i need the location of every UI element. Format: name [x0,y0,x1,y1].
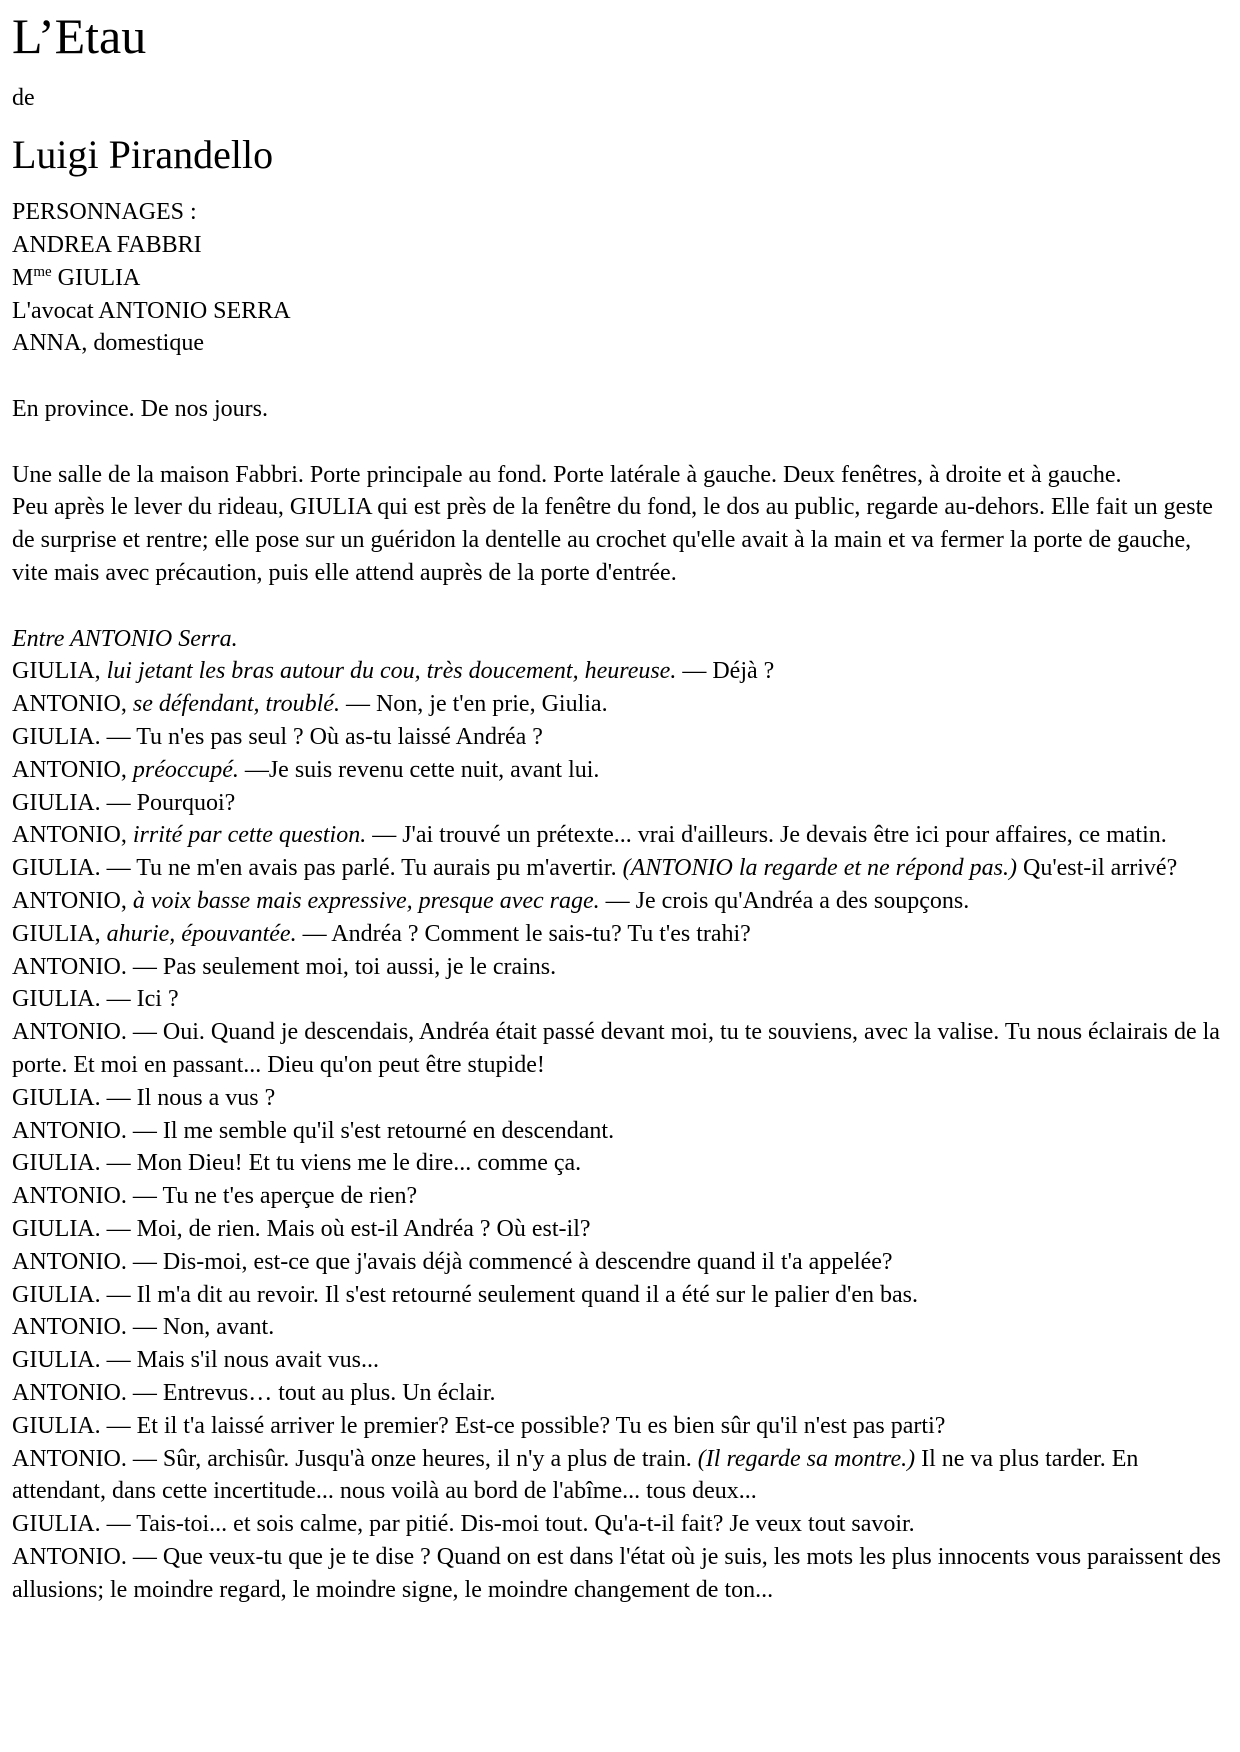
spoken-text: — Ici ? [100,986,179,1013]
spoken-text: — Il nous a vus ? [100,1084,276,1111]
character-anna: ANNA, domestique [12,330,204,357]
dialogue-line [12,754,1228,787]
speaker-name: GIULIA. [12,1084,101,1111]
spoken-text: — Sûr, archisûr. Jusqu'à onze heures, il n'y a plus de train. [126,1445,698,1472]
speaker-name: GIULIA. [12,1412,101,1439]
stage-direction: à voix basse mais expressive, presque avec rage. [132,888,600,915]
dialogue-line [12,1082,1228,1115]
author-name: Luigi Pirandello [12,132,274,178]
speaker-name: GIULIA. [12,986,101,1013]
speaker-name: GIULIA. [12,855,101,882]
character-giulia-superscript: me [33,263,52,280]
stage-direction: lui jetant les bras autour du cou, très doucement, heureuse. [106,658,677,685]
spoken-text: — Et il t'a laissé arriver le premier? Est-ce possible? Tu es bien sûr qu'il n'est pas parti? [100,1412,946,1439]
speaker-name: ANTONIO. [12,1445,127,1472]
dialogue-line [12,655,1228,688]
dialogue-line [12,1410,1228,1443]
dialogue-line [12,721,1228,754]
dialogue-line [12,852,1228,885]
stage-direction: se défendant, troublé. [132,691,340,718]
speaker-name: ANTONIO. [12,1248,127,1275]
spoken-text: — Entrevus… tout au plus. Un éclair. [126,1379,496,1406]
character-antonio: L'avocat ANTONIO SERRA [12,297,291,324]
spoken-text: — Non, je t'en prie, Giulia. [339,691,608,718]
speaker-name: ANTONIO, [12,822,133,849]
dialogue-line [12,1541,1228,1607]
character-andrea: ANDREA FABBRI [12,232,202,259]
spoken-text: — Que veux-tu que je te dise ? Quand on est dans l'état où je suis, les mots les plus innocents vous paraissent des allusions; le moindre regard, le moindre signe, le moindre changement de ton... [12,1543,1222,1603]
spoken-text: —Je suis revenu cette nuit, avant lui. [238,756,600,783]
speaker-name: ANTONIO. [12,1379,127,1406]
character-giulia-name: GIULIA [51,264,141,291]
dialogue-line [12,1246,1228,1279]
dialogue-list [12,655,1228,1606]
setting-line: En province. De nos jours. [12,396,268,423]
character-giulia-prefix: M [12,264,34,291]
spoken-text: — Il me semble qu'il s'est retourné en descendant. [126,1117,615,1144]
speaker-name: GIULIA. [12,1281,101,1308]
speaker-name: ANTONIO. [12,1019,127,1046]
spoken-text: — Pourquoi? [100,789,236,816]
speaker-name: GIULIA. [12,724,101,751]
speaker-name: ANTONIO. [12,1117,127,1144]
speaker-name: ANTONIO. [12,1543,127,1570]
dialogue-line [12,1213,1228,1246]
dialogue-line [12,1279,1228,1312]
dialogue-line [12,819,1228,852]
spoken-text: — Pas seulement moi, toi aussi, je le crains. [126,953,557,980]
spoken-text: — Oui. Quand je descendais, Andréa était passé devant moi, tu te souviens, avec la valise. Tu nous éclairais de la porte. Et moi en passant... Dieu qu'on peut être stupide! [12,1019,1220,1079]
spoken-text: — Mon Dieu! Et tu viens me le dire... comme ça. [100,1150,582,1177]
spoken-text: — Moi, de rien. Mais où est-il Andréa ? Où est-il? [100,1216,591,1242]
speaker-name: GIULIA, [12,658,107,685]
byline-de: de [12,84,35,111]
stage-direction: préoccupé. [132,756,239,783]
spacer [12,590,1228,623]
dialogue-line [12,787,1228,820]
character-giulia [12,262,1228,295]
spoken-text: — Mais s'il nous avait vus... [100,1347,379,1374]
stage-direction-set: Une salle de la maison Fabbri. Porte principale au fond. Porte latérale à gauche. Deux fenêtres, à droite et à gauche. [12,461,1122,488]
speaker-name: ANTONIO, [12,691,133,718]
dialogue-line [12,1311,1228,1344]
play-title: L’Etau [12,8,147,64]
spoken-text: — Andréa ? Comment le sais-tu? Tu t'es trahi? [296,920,751,947]
spoken-text: — Tu ne t'es aperçue de rien? [126,1183,418,1210]
speaker-name: GIULIA. [12,789,101,816]
spoken-text: — Je crois qu'Andréa a des soupçons. [599,888,970,915]
dialogue-line [12,688,1228,721]
spoken-text: Qu'est-il arrivé? [1016,855,1178,882]
speaker-name: GIULIA. [12,1511,101,1538]
speaker-name: ANTONIO. [12,1314,127,1341]
spacer [12,426,1228,459]
dialogue-line [12,1344,1228,1377]
dialogue-line [12,1508,1228,1541]
spoken-text: — Non, avant. [126,1314,275,1341]
spoken-text: — Il m'a dit au revoir. Il s'est retourné seulement quand il a été sur le palier d'en bas. [100,1281,919,1308]
stage-direction: ahurie, épouvantée. [106,920,297,947]
dialogue-line [12,951,1228,984]
speaker-name: ANTONIO, [12,756,133,783]
stage-direction: (ANTONIO la regarde et ne répond pas.) [622,855,1017,882]
spoken-text: — Déjà ? [676,658,775,685]
dialogue-line [12,1115,1228,1148]
speaker-name: GIULIA. [12,1216,101,1242]
dialogue-line [12,1443,1228,1509]
speaker-name: GIULIA. [12,1150,101,1177]
spoken-text: — Tais-toi... et sois calme, par pitié. Dis-moi tout. Qu'a-t-il fait? Je veux tout savoir. [100,1511,915,1538]
stage-direction: (Il regarde sa montre.) [697,1445,916,1472]
speaker-name: ANTONIO. [12,953,127,980]
spoken-text: — J'ai trouvé un prétexte... vrai d'ailleurs. Je devais être ici pour affaires, ce matin. [366,822,1167,849]
entrance-line [12,623,1228,656]
dialogue-line [12,1377,1228,1410]
dialogue-line [12,885,1228,918]
speaker-name: GIULIA. [12,1347,101,1374]
dialogue-line [12,918,1228,951]
stage-direction-action: Peu après le lever du rideau, GIULIA qui est près de la fenêtre du fond, le dos au public, regarde au-dehors. Elle fait un geste de surprise et rentre; elle pose sur un guéridon la dentelle au crochet qu'elle avait à la main et va fermer la porte de gauche, vite mais avec précaution, puis elle attend auprès de la porte d'entrée. [12,494,1213,587]
spoken-text: — Tu n'es pas seul ? Où as-tu laissé Andréa ? [100,724,543,751]
speaker-name: ANTONIO, [12,888,133,915]
spacer [12,360,1228,393]
play-body [12,196,1228,1606]
dialogue-line [12,1180,1228,1213]
entrance-text: Entre ANTONIO Serra. [12,625,238,652]
stage-direction: irrité par cette question. [132,822,367,849]
dialogue-line [12,983,1228,1016]
speaker-name: GIULIA, [12,920,107,947]
dialogue-line [12,1016,1228,1082]
dialogue-line [12,1147,1228,1180]
spoken-text: — Dis-moi, est-ce que j'avais déjà commencé à descendre quand il t'a appelée? [126,1248,893,1275]
spoken-text: Il ne va plus tarder. En attendant, dans cette incertitude... nous voilà au bord de l'abîme... tous deux... [12,1445,1139,1505]
characters-heading: PERSONNAGES : [12,199,197,226]
speaker-name: ANTONIO. [12,1183,127,1210]
spoken-text: — Tu ne m'en avais pas parlé. Tu aurais pu m'avertir. [100,855,623,882]
